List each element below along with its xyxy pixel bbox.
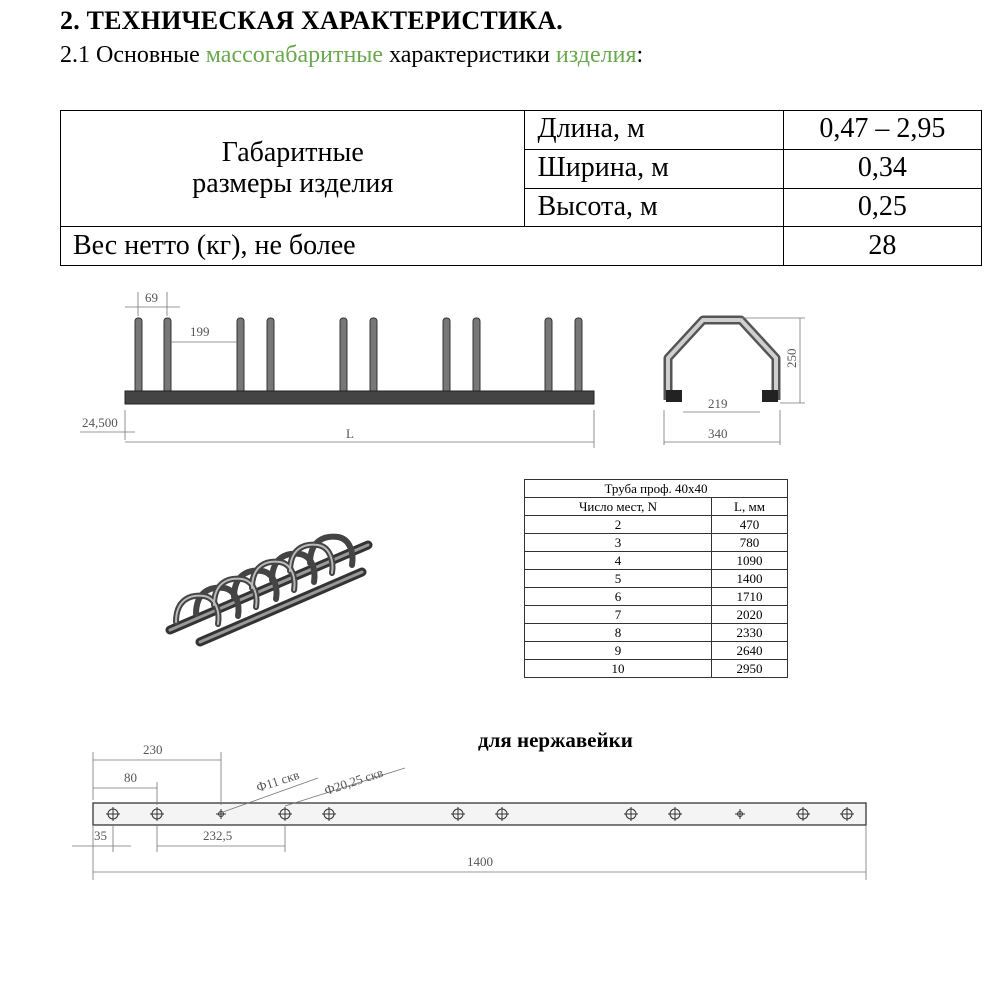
cell-length: 2950: [712, 660, 788, 678]
dim-length: L: [346, 426, 354, 441]
cell-places: 9: [525, 642, 712, 660]
section-heading: 2. ТЕХНИЧЕСКАЯ ХАРАКТЕРИСТИКА.: [60, 6, 564, 35]
table-row: [525, 534, 788, 552]
post: [164, 318, 171, 393]
param-length: Длина, м: [525, 111, 783, 150]
subheading-middle: характеристики: [383, 42, 556, 68]
post: [575, 318, 582, 393]
post: [267, 318, 274, 393]
foot-right: [762, 390, 778, 402]
dim-35: 35: [94, 828, 107, 843]
strip-drawing: [72, 742, 866, 880]
cell-places: 4: [525, 552, 712, 570]
length-table-col-length: L, мм: [712, 498, 788, 516]
dim-80: 80: [124, 770, 137, 785]
post: [340, 318, 347, 393]
value-height: 0,25: [783, 188, 981, 227]
post: [237, 318, 244, 393]
cell-length: 1710: [712, 588, 788, 606]
arch-profile: [668, 320, 776, 400]
cell-length: 1400: [712, 570, 788, 588]
table-row: [525, 588, 788, 606]
table-row: [525, 642, 788, 660]
dim-232-5: 232,5: [203, 828, 233, 843]
base-bar: [125, 391, 594, 404]
cell-places: 2: [525, 516, 712, 534]
param-width: Ширина, м: [525, 149, 783, 188]
length-table-col-places: Число мест, N: [525, 498, 712, 516]
subheading-highlight-product: изделия: [555, 42, 637, 68]
dim-height: 250: [784, 348, 799, 368]
weight-label: Вес нетто (кг), не более: [61, 227, 784, 266]
dimensions-label-line2: размеры изделия: [192, 167, 394, 199]
table-row: [525, 606, 788, 624]
table-row: [525, 570, 788, 588]
table-row: [525, 660, 788, 678]
cell-length: 780: [712, 534, 788, 552]
cell-places: 3: [525, 534, 712, 552]
length-table-header-row: [525, 498, 788, 516]
value-width: 0,34: [783, 149, 981, 188]
dim-hole-large: Ф20,25 скв: [322, 764, 385, 798]
dim-post-spacing: 199: [190, 324, 210, 339]
cell-length: 470: [712, 516, 788, 534]
cell-places: 8: [525, 624, 712, 642]
length-table-title-row: [525, 480, 788, 498]
cell-length: 2020: [712, 606, 788, 624]
subheading-highlight-mass: массогабаритные: [205, 42, 384, 68]
cell-length: 2330: [712, 624, 788, 642]
dim-outer-width: 340: [708, 426, 728, 441]
dim-offset: 24,500: [82, 415, 118, 430]
dim-post-width: 69: [145, 290, 158, 305]
dim-1400: 1400: [467, 854, 493, 869]
length-table: [524, 479, 788, 678]
foot-left: [666, 390, 682, 402]
subheading-prefix: 2.1 Основные: [60, 42, 206, 68]
length-table-title: Труба проф. 40х40: [525, 480, 788, 498]
table-row: [525, 552, 788, 570]
post: [545, 318, 552, 393]
dim-230: 230: [143, 742, 163, 757]
post: [370, 318, 377, 393]
side-view-drawing: [664, 318, 805, 445]
cell-places: 6: [525, 588, 712, 606]
cell-length: 2640: [712, 642, 788, 660]
isometric-view-drawing: [170, 537, 368, 642]
subheading-suffix: :: [636, 42, 644, 68]
weight-value: 28: [783, 227, 981, 266]
dim-hole-small: Ф11 скв: [254, 766, 302, 795]
cell-length: 1090: [712, 552, 788, 570]
table-row: [525, 516, 788, 534]
cell-places: 5: [525, 570, 712, 588]
cell-places: 7: [525, 606, 712, 624]
table-row: [525, 624, 788, 642]
param-height: Высота, м: [525, 188, 783, 227]
post: [135, 318, 142, 393]
post: [443, 318, 450, 393]
dimensions-label-line1: Габаритные: [221, 136, 364, 168]
strip-bar: [93, 803, 866, 825]
front-view-drawing: [80, 290, 594, 448]
dim-inner-width: 219: [708, 396, 728, 411]
value-length: 0,47 – 2,95: [783, 111, 981, 150]
strip-title: для нержавейки: [478, 728, 633, 752]
post: [473, 318, 480, 393]
cell-places: 10: [525, 660, 712, 678]
